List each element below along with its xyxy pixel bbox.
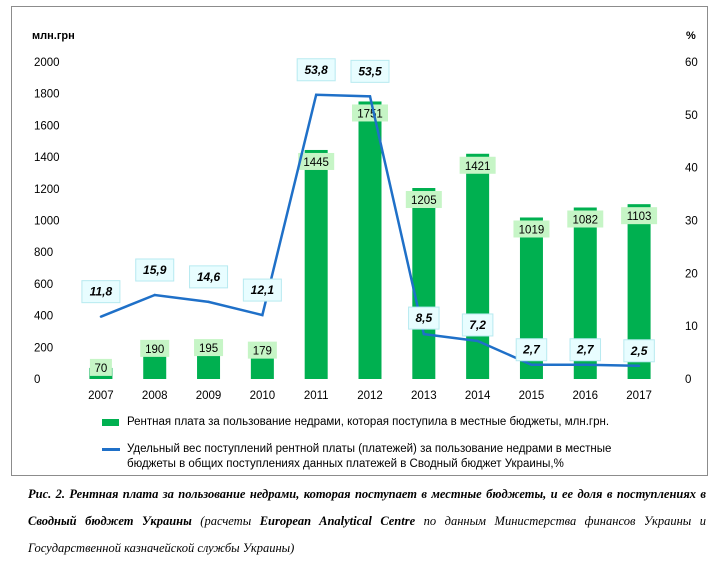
right-axis-tick-label: 0	[685, 374, 692, 386]
line-point	[423, 333, 425, 335]
right-axis-tick-label: 20	[685, 268, 698, 281]
x-axis-tick-label: 2011	[303, 390, 329, 402]
legend-item-line	[102, 442, 611, 472]
right-axis-tick-label: 30	[685, 215, 698, 228]
line-point	[530, 364, 532, 366]
line-point	[261, 314, 263, 316]
bar-data-label: 1205	[411, 195, 437, 208]
bar-data-label: 1751	[357, 108, 383, 121]
figure-caption	[28, 481, 706, 562]
caption-source: по данным Министерства финансов Украины и Государственной казначейской службы Украины)	[28, 514, 706, 555]
left-axis-tick-label: 0	[34, 374, 41, 386]
bar	[359, 101, 382, 379]
line-point	[369, 95, 371, 97]
right-axis-tick-label: 60	[685, 57, 698, 69]
left-axis-unit: млн.грн	[32, 30, 75, 42]
x-axis-tick-label: 2008	[141, 390, 168, 402]
left-axis-tick-label: 600	[34, 278, 54, 291]
bar-data-label: 190	[145, 343, 165, 356]
caption-title: Рис. 2. Рентная плата за пользование недрами, которая поступает в местные бюджеты, и ее доля в поступлениях в Сводный бюджет Украины	[28, 487, 706, 528]
x-axis-tick-label: 2017	[626, 390, 652, 402]
x-axis-tick-label: 2010	[249, 390, 276, 402]
left-axis-tick-label: 200	[34, 342, 54, 355]
line-data-label: 11,8	[89, 284, 113, 299]
line-data-label: 7,2	[469, 317, 486, 332]
x-axis-tick-label: 2015	[518, 390, 545, 402]
x-axis-tick-label: 2016	[572, 390, 599, 402]
legend-bar-swatch	[102, 419, 119, 426]
bar	[305, 150, 328, 379]
legend-line-text-2: бюджеты в общих поступлениях данных платежей в Сводный бюджет Украины,%	[127, 458, 564, 470]
line-point	[315, 94, 317, 96]
x-axis-tick-label: 2014	[464, 390, 491, 402]
line-data-label: 53,5	[358, 64, 382, 79]
bar-data-label: 1103	[626, 211, 652, 224]
legend-item-bars	[102, 415, 609, 430]
x-axis-tick-label: 2007	[88, 390, 114, 402]
bar-data-label: 1082	[572, 214, 599, 227]
left-axis-tick-label: 1800	[34, 88, 60, 101]
bar-data-label: 1445	[303, 156, 329, 169]
caption-org: European Analytical Centre	[259, 514, 416, 528]
line-point	[207, 301, 209, 303]
line-point	[584, 364, 586, 366]
chart-frame	[11, 6, 708, 476]
line-point	[154, 294, 156, 296]
left-axis-tick-label: 1600	[34, 120, 60, 133]
bar-data-label: 1019	[518, 224, 545, 237]
x-axis-tick-label: 2009	[195, 390, 222, 402]
left-axis-tick-label: 1400	[34, 152, 60, 165]
legend-line-text-1: Удельный вес поступлений рентной платы (платежей) за пользование недрами в местные	[127, 443, 612, 455]
combo-chart	[12, 7, 709, 477]
line-data-label: 2,5	[630, 343, 648, 358]
line-data-label: 53,8	[304, 62, 328, 77]
right-axis-tick-label: 10	[685, 321, 698, 334]
bar	[412, 188, 435, 379]
left-axis-tick-label: 400	[34, 310, 54, 323]
x-axis-tick-label: 2012	[357, 390, 383, 402]
caption-middle: (расчеты	[191, 514, 260, 528]
line-data-label: 12,1	[250, 283, 275, 298]
line-data-label: 2,7	[576, 342, 594, 357]
x-axis-tick-label: 2013	[411, 390, 437, 402]
bar-data-label: 179	[252, 345, 272, 358]
legend-bar-text: Рентная плата за пользование недрами, которая поступила в местные бюджеты, млн.грн.	[127, 416, 610, 428]
right-axis-tick-label: 50	[685, 109, 698, 122]
legend-line-text	[127, 442, 611, 472]
right-axis-unit: %	[686, 30, 696, 42]
left-axis-tick-label: 1000	[34, 215, 60, 228]
left-axis-tick-label: 1200	[34, 183, 60, 196]
line-point	[100, 315, 102, 317]
right-axis-tick-label: 40	[685, 162, 698, 175]
legend-line-swatch	[102, 448, 120, 451]
left-axis-tick-label: 800	[34, 247, 54, 260]
line-data-label: 14,6	[196, 269, 221, 284]
line-point	[638, 365, 640, 367]
line-data-label: 2,7	[523, 342, 540, 357]
line-data-label: 8,5	[415, 311, 433, 326]
line-data-label: 15,9	[143, 262, 167, 277]
line-point	[476, 340, 478, 342]
left-axis-tick-label: 2000	[34, 57, 60, 69]
bar-data-label: 70	[94, 362, 108, 375]
bar-data-label: 1421	[464, 160, 491, 173]
bar-data-label: 195	[198, 343, 219, 356]
